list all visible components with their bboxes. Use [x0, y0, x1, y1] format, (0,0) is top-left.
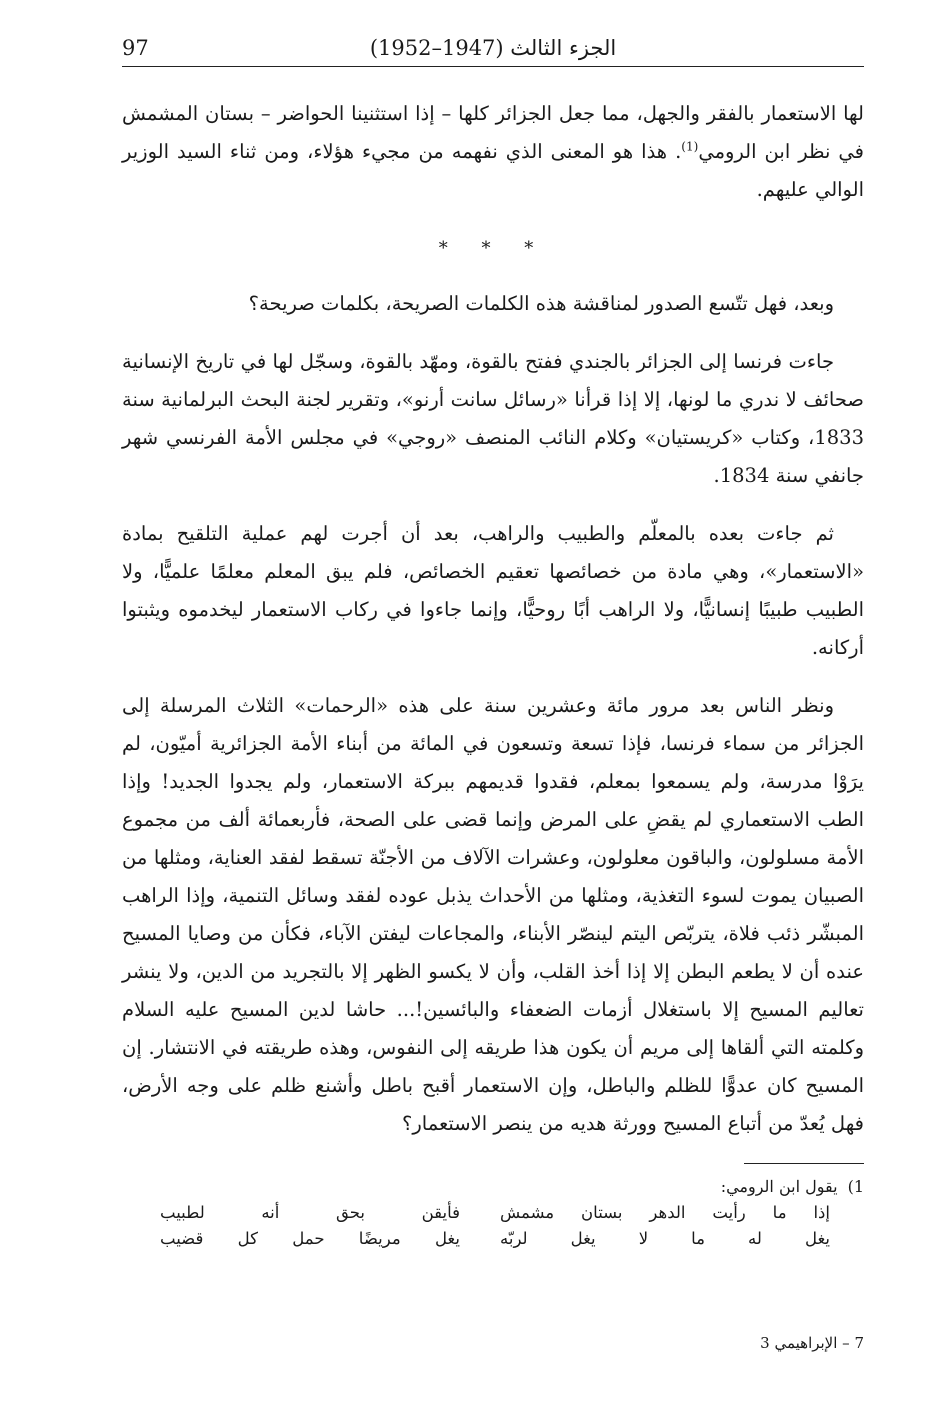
- paragraph-1-text: لها الاستعمار بالفقر والجهل، مما جعل الجزائر كلها – إذا استثنينا الحواضر – بستان المشمش في نظر ابن الرومي: [122, 102, 865, 163]
- footnote-intro: [122, 1174, 864, 1200]
- body-text: [122, 95, 864, 1143]
- footnote-reference[interactable]: (1): [681, 139, 699, 154]
- page-number: 97: [122, 36, 149, 60]
- paragraph-3: جاءت فرنسا إلى الجزائر بالجندي ففتح بالقوة، ومهّد بالقوة، وسجّل لها في تاريخ الإنسانية صحائف لا ندري ما لونها، إلا إذا قرأنا «رسائل سانت أرنو»، وتقرير لجنة البحث البرلمانية سنة 1833، وكتاب «كريستيان» وكلام النائب المنصف «روجي» في مجلس الأمة الفرنسي شهر جانفي سنة 1834.: [122, 350, 864, 487]
- paragraph-1: [122, 95, 864, 209]
- paragraph-2: وبعد، فهل تتّسع الصدور لمناقشة هذه الكلمات الصريحة، بكلمات صريحة؟: [248, 292, 834, 315]
- book-page: [122, 28, 864, 1378]
- paragraph-4: ثم جاءت بعده بالمعلّم والطبيب والراهب، بعد أن أجرت لهم عملية التلقيح بمادة «الاستعمار»، وهي مادة من خصائصها تعقيم الخصائص، فلم يبق المعلم معلمًا علميًّا، ولا الطبيب طبيبًا إنسانيًّا، ولا الراهب أبًا روحيًّا، وإنما جاءوا في ركاب الاستعمار ليخدموه ويثبتوا أركانه.: [122, 522, 864, 659]
- footnote: [122, 1174, 864, 1252]
- header-title: الجزء الثالث (1947–1952): [369, 36, 617, 60]
- footnote-verse: [122, 1200, 830, 1252]
- footnote-divider: [744, 1163, 864, 1164]
- verse-1-second-hemistich: فأيقن بحق أنه لطبيب: [160, 1203, 460, 1222]
- signature-mark: 7 – الإبراهيمي 3: [760, 1334, 864, 1352]
- running-header: [122, 28, 864, 67]
- verse-2-first-hemistich: يغل له ما لا يغل لربّه: [500, 1229, 830, 1248]
- footnote-marker: 1): [847, 1177, 864, 1196]
- paragraph-1-end: . هذا هو المعنى الذي نفهمه من مجيء هؤلاء، ومن ثناء السيد الوزير الوالي عليهم.: [122, 140, 864, 201]
- paragraph-5: ونظر الناس بعد مرور مائة وعشرين سنة على هذه «الرحمات» الثلاث المرسلة إلى الجزائر من سماء فرنسا، فإذا تسعة وتسعون في المائة من أبناء الأمة الجزائرية أميّون، لم يرَوْا مدرسة، ولم يسمعوا بمعلم، فقدوا قديمهم ببركة الاستعمار، ولم يجدوا الجديد! وإذا الطب الاستعماري لم يقضِ على المرض وإنما قضى على الصحة، فأربعمائة ألف من مجموع الأمة مسلولون، والباقون معلولون، وعشرات الآلاف من الأجنّة تسقط لفقد العناية، ومثلها من الصبيان يموت لسوء التغذية، ومثلها من الأحداث يذبل عوده لفقد وسائل التنمية، وإذا الراهب المبشّر ذئب فلاة، يتربّص اليتم لينصّر الأبناء، والمجاعات ليفتن الآباء، فكأن من وصايا المسيح عنده أن لا يطعم البطن إلا إذا أخذ القلب، وأن لا يكسو الظهر إلا بالتجريد من الدين، ولا ينشر تعاليم المسيح إلا باستغلال أزمات الضعفاء والبائسين!... حاشا لدين المسيح عليه السلام وكلمته التي ألقاها إلى مريم أن يكون هذا طريقه إلى النفوس، وهذه طريقته في الانتشار. إن المسيح كان عدوًّا للظلم والباطل، وإن الاستعمار أقبح باطل وأشنع ظلم على وجه الأرض، فهل يُعدّ من أتباع المسيح وورثة هديه من ينصر الاستعمار؟: [122, 694, 864, 1135]
- footnote-intro-text: يقول ابن الرومي:: [720, 1177, 838, 1196]
- section-separator: * * *: [438, 238, 548, 259]
- verse-2-second-hemistich: يغل مريضًا حمل كل قضيب: [160, 1229, 460, 1248]
- verse-1-first-hemistich: إذا ما رأيت الدهر بستان مشمش: [500, 1203, 830, 1222]
